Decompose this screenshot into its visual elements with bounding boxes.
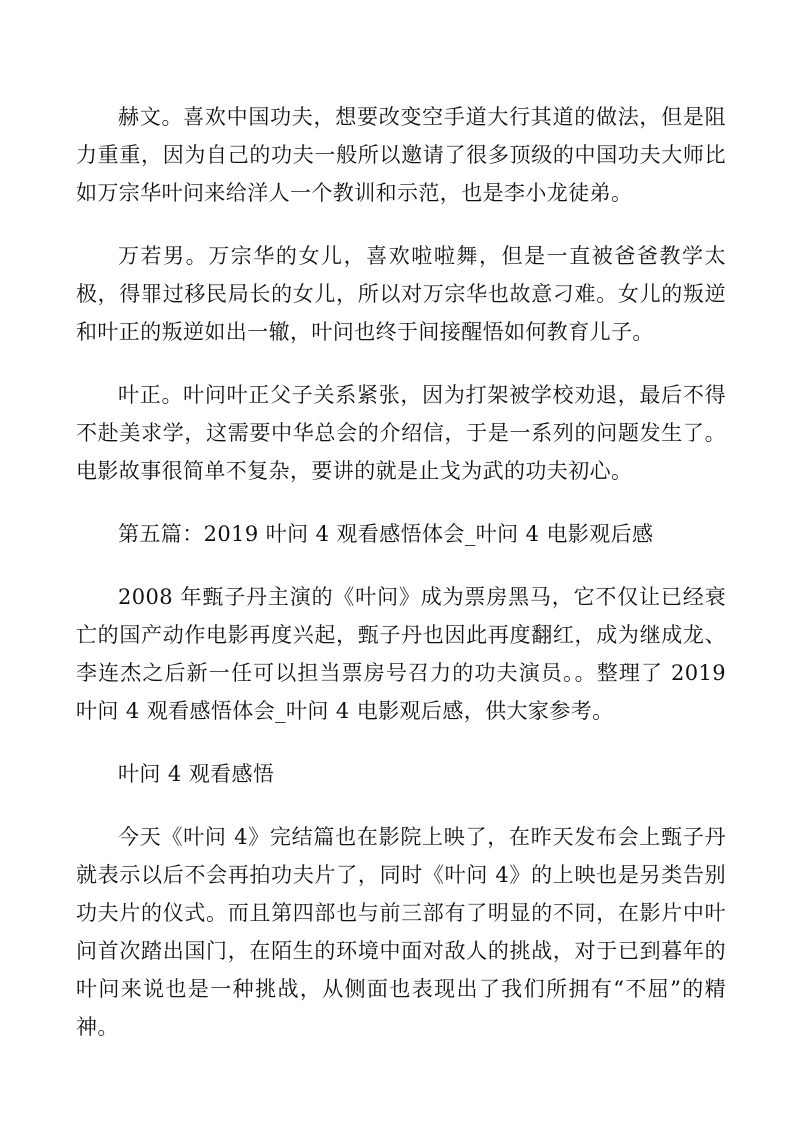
paragraph-ye-zheng: 叶正。叶问叶正父子关系紧张，因为打架被学校劝退，最后不得不赴美求学，这需要中华总会的介绍信，于是一系列的问题发生了。电影故事很简单不复杂，要讲的就是止戈为武的功夫初心。 — [76, 383, 726, 483]
paragraph-hewen: 赫文。喜欢中国功夫，想要改变空手道大行其道的做法，但是阻力重重，因为自己的功夫一般所以邀请了很多顶级的中国功夫大师比如万宗华叶问来给洋人一个教训和示范，也是李小龙徒弟。 — [76, 105, 726, 205]
subheading-viewing-thoughts: 叶问 4 观看感悟 — [118, 762, 275, 786]
document-body — [76, 98, 726, 1071]
section-heading-part-five: 第五篇：2019 叶问 4 观看感悟体会_叶问 4 电影观后感 — [118, 522, 654, 546]
paragraph-review: 今天《叶问 4》完结篇也在影院上映了，在昨天发布会上甄子丹就表示以后不会再拍功夫片了，同时《叶问 4》的上映也是另类告别功夫片的仪式。而且第四部也与前三部有了明显的不同，在影片中叶问首次踏出国门，在陌生的环境中面对敌人的挑战，对于已到暮年的叶问来说也是一种挑战，从侧面也表现出了我们所拥有“不屈”的精神。 — [76, 825, 726, 1039]
paragraph-wan-ruonan: 万若男。万宗华的女儿，喜欢啦啦舞，但是一直被爸爸教学太极，得罪过移民局长的女儿，所以对万宗华也故意刁难。女儿的叛逆和叶正的叛逆如出一辙，叶问也终于间接醒悟如何教育儿子。 — [76, 244, 726, 344]
paragraph-intro: 2008 年甄子丹主演的《叶问》成为票房黑马，它不仅让已经衰亡的国产动作电影再度兴起，甄子丹也因此再度翻红，成为继成龙、李连杰之后新一任可以担当票房号召力的功夫演员。。整理了 2019 叶问 4 观看感悟体会_叶问 4 电影观后感，供大家参考。 — [76, 585, 726, 723]
